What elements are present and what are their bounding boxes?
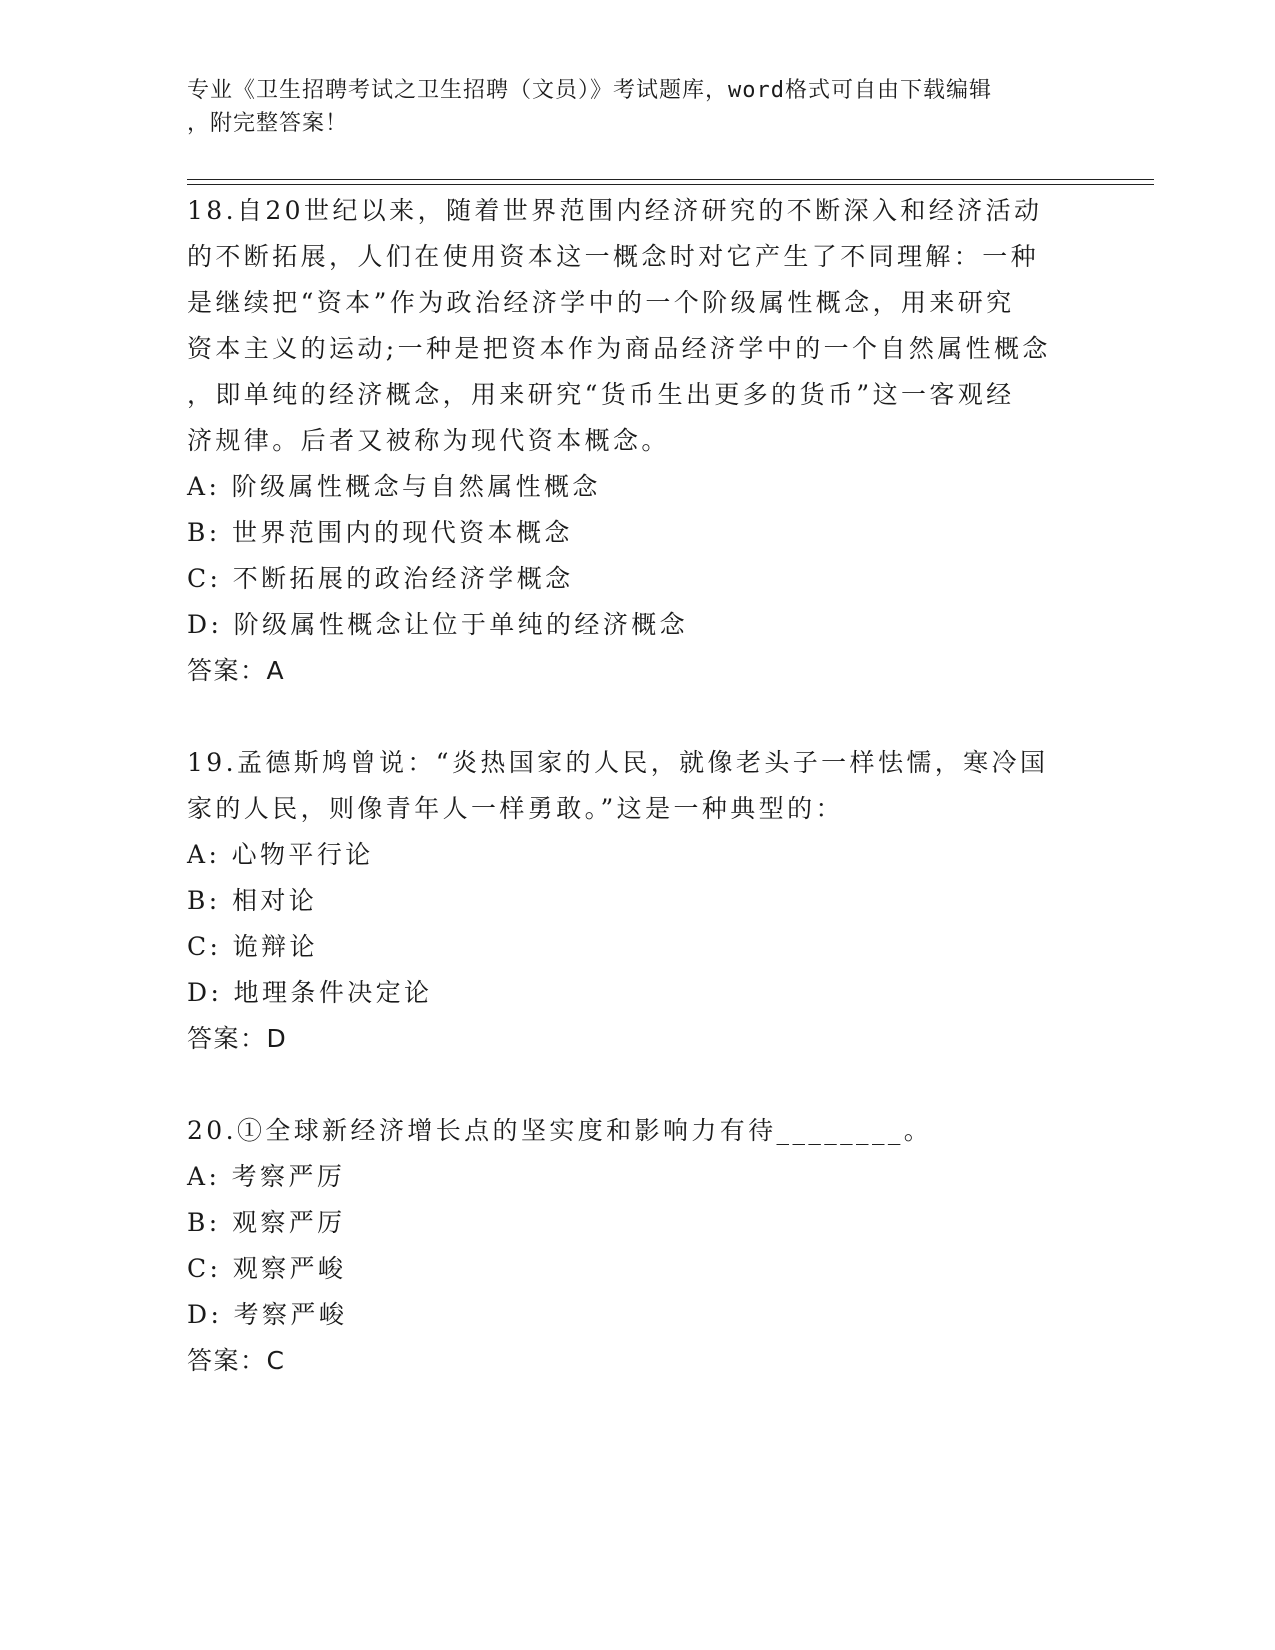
answer: 答案：A <box>187 656 286 685</box>
option-c: C: 诡辩论 <box>187 932 318 961</box>
option-b: B: 观察严厉 <box>187 1208 346 1237</box>
option-a: A: 阶级属性概念与自然属性概念 <box>187 472 601 501</box>
document-header: 专业《卫生招聘考试之卫生招聘（文员）》考试题库，word格式可自由下载编辑 ，附完整答案！ <box>187 78 992 136</box>
option-c: C: 不断拓展的政治经济学概念 <box>187 564 574 593</box>
question-18 <box>187 188 1077 694</box>
option-d: D: 阶级属性概念让位于单纯的经济概念 <box>187 610 689 639</box>
question-spacer <box>187 694 1077 740</box>
option-a: A: 心物平行论 <box>187 840 374 869</box>
option-d: D: 考察严峻 <box>187 1300 348 1329</box>
answer: 答案：D <box>187 1024 288 1053</box>
option-c: C: 观察严峻 <box>187 1254 347 1283</box>
answer: 答案：C <box>187 1346 286 1375</box>
option-a: A: 考察严厉 <box>187 1162 346 1191</box>
header-divider-top <box>187 179 1154 180</box>
question-stem: 18.自20世纪以来，随着世界范围内经济研究的不断深入和经济活动 的不断拓展，人们在使用资本这一概念时对它产生了不同理解：一种 是继续把“资本”作为政治经济学中的一个阶级属性概念，用来研究 资本主义的运动;一种是把资本作为商品经济学中的一个自然属性概念 ，即单纯的经济概念，用来研究“货币生出更多的货币”这一客观经 济规律。后者又被称为现代资本概念。 <box>187 196 1051 455</box>
option-b: B: 世界范围内的现代资本概念 <box>187 518 573 547</box>
question-20 <box>187 1108 1077 1384</box>
question-list <box>187 188 1077 1384</box>
question-stem: 20.①全球新经济增长点的坚实度和影响力有待________。 <box>187 1116 933 1145</box>
option-d: D: 地理条件决定论 <box>187 978 433 1007</box>
question-stem: 19.孟德斯鸠曾说：“炎热国家的人民，就像老头子一样怯懦，寒冷国 家的人民，则像青年人一样勇敢。”这是一种典型的： <box>187 748 1049 823</box>
question-spacer <box>187 1062 1077 1108</box>
header-divider-bottom <box>187 184 1154 185</box>
option-b: B: 相对论 <box>187 886 318 915</box>
question-19 <box>187 740 1077 1062</box>
